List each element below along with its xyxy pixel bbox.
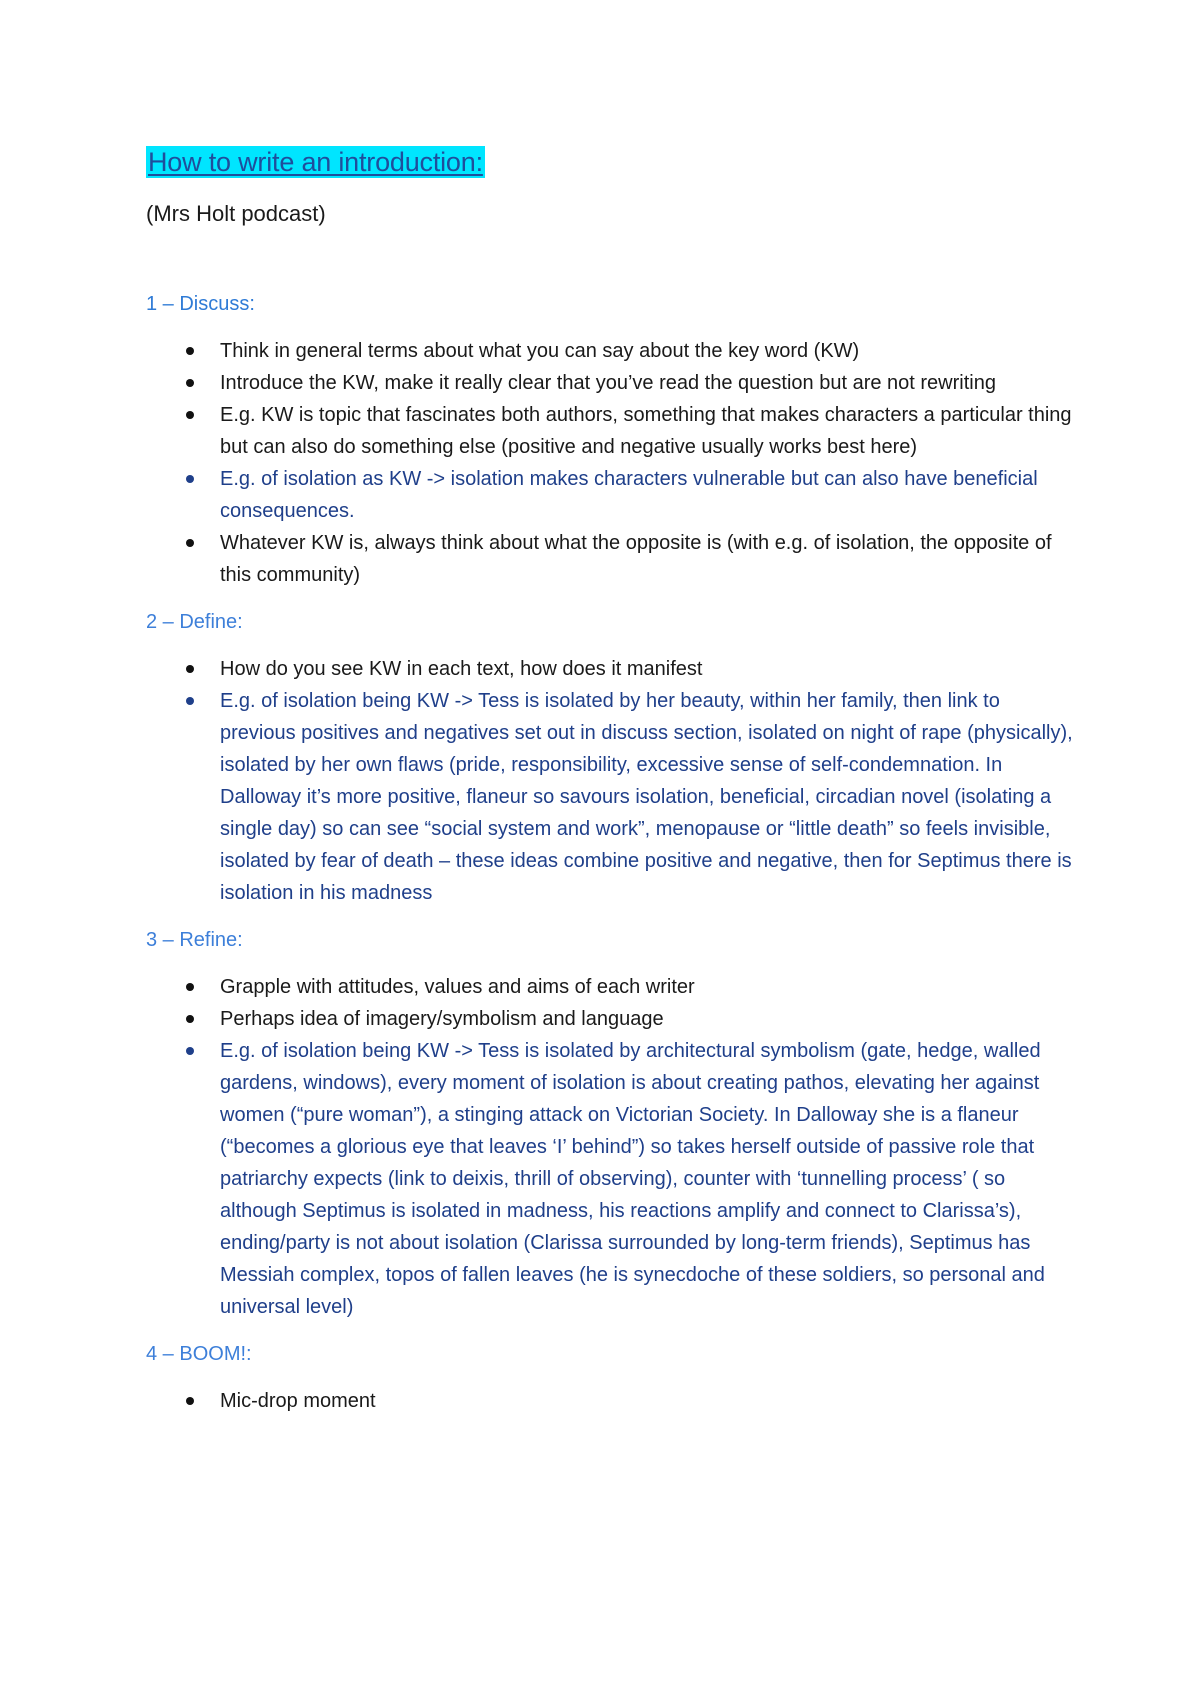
section-heading-boom: 4 – BOOM!: [146,1342,252,1365]
section-heading-refine: 3 – Refine: [146,928,243,951]
list-item: Mic-drop moment [146,1385,1076,1417]
bullet-list-discuss [146,335,1076,591]
bullet-list-boom [146,1385,1076,1417]
list-item: E.g. KW is topic that fascinates both authors, something that makes characters a particular thing but can also do something else (positive and negative usually works best here) [146,399,1076,463]
section-heading-discuss: 1 – Discuss: [146,292,255,315]
list-item: How do you see KW in each text, how does it manifest [146,653,1076,685]
list-item: E.g. of isolation being KW -> Tess is isolated by her beauty, within her family, then link to previous positives and negatives set out in discuss section, isolated on night of rape (physically), isolated by her own flaws (pride, responsibility, excessive sense of self-condemnation. In Dalloway it’s more positive, flaneur so savours isolation, beneficial, circadian novel (isolating a single day) so can see “social system and work”, menopause or “little death” so feels invisible, isolated by fear of death – these ideas combine positive and negative, then for Septimus there is isolation in his madness [146,685,1076,909]
section-discuss [146,291,1076,591]
page-title: How to write an introduction: [148,147,483,177]
section-heading-define: 2 – Define: [146,610,243,633]
list-item: Perhaps idea of imagery/symbolism and language [146,1003,1076,1035]
list-item: Think in general terms about what you can say about the key word (KW) [146,335,1076,367]
list-item: Introduce the KW, make it really clear that you’ve read the question but are not rewriting [146,367,1076,399]
document-page [146,146,1076,1417]
page-subtitle: (Mrs Holt podcast) [146,201,326,227]
bullet-list-refine [146,971,1076,1323]
section-define [146,609,1076,909]
list-item: Whatever KW is, always think about what the opposite is (with e.g. of isolation, the opposite of this community) [146,527,1076,591]
section-boom [146,1341,1076,1417]
list-item: Grapple with attitudes, values and aims of each writer [146,971,1076,1003]
section-refine [146,927,1076,1323]
list-item: E.g. of isolation being KW -> Tess is isolated by architectural symbolism (gate, hedge, walled gardens, windows), every moment of isolation is about creating pathos, elevating her against women (“pure woman”), a stinging attack on Victorian Society. In Dalloway she is a flaneur (“becomes a glorious eye that leaves ‘I’ behind”) so takes herself outside of passive role that patriarchy expects (link to deixis, thrill of observing), counter with ‘tunnelling process’ ( so although Septimus is isolated in madness, his reactions amplify and connect to Clarissa’s), ending/party is not about isolation (Clarissa surrounded by long-term friends), Septimus has Messiah complex, topos of fallen leaves (he is synecdoche of these soldiers, so personal and universal level) [146,1035,1076,1323]
bullet-list-define [146,653,1076,909]
list-item: E.g. of isolation as KW -> isolation makes characters vulnerable but can also have beneficial consequences. [146,463,1076,527]
